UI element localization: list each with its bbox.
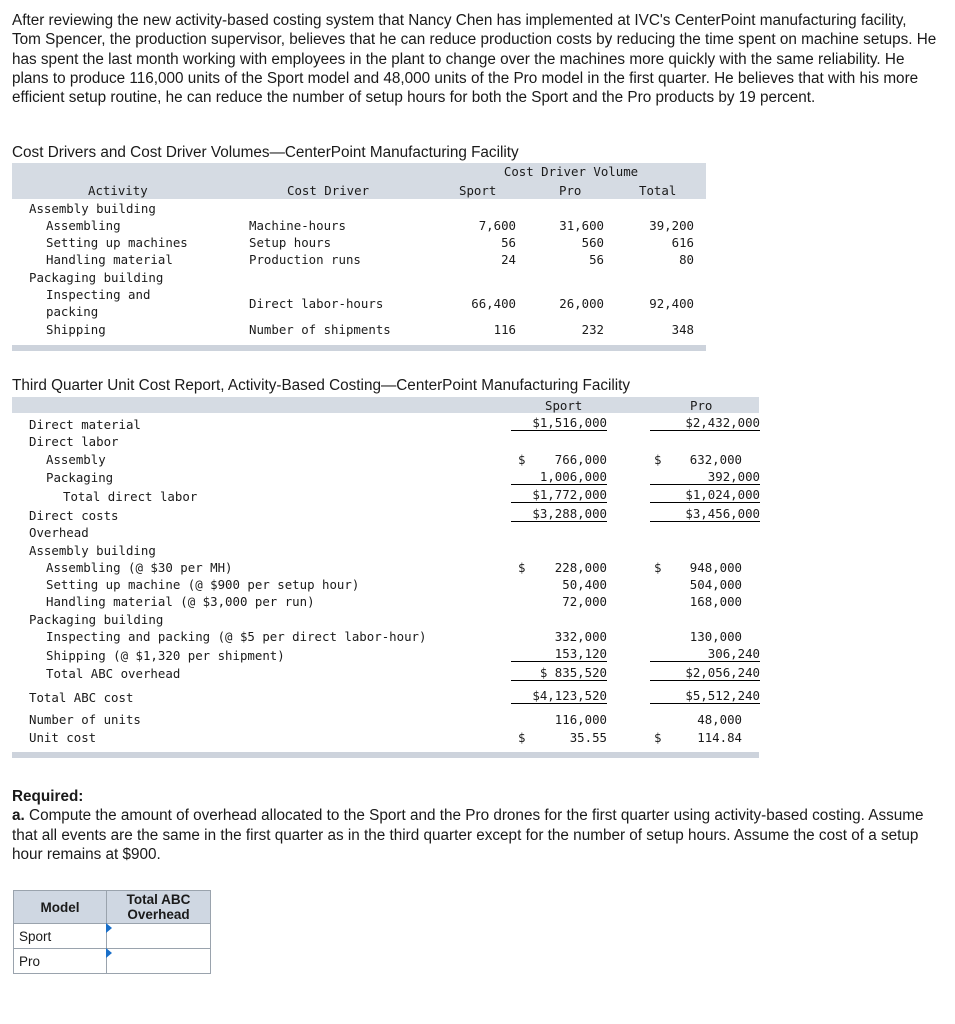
table1-col-driver: Cost Driver xyxy=(287,183,370,198)
shipping-sport: 153,120 xyxy=(511,646,607,662)
units-pro: 48,000 xyxy=(697,712,742,727)
units-label: Number of units xyxy=(29,712,141,727)
table1-row-total: 39,200 xyxy=(649,218,694,233)
required-heading: Required: xyxy=(12,788,84,805)
packaging-pro: 392,000 xyxy=(650,469,760,485)
handling-label: Handling material (@ $3,000 per run) xyxy=(46,594,315,609)
assembling-pro-sign: $ xyxy=(654,560,662,575)
direct-material-sport: $1,516,000 xyxy=(511,415,607,431)
inspecting-sport: 332,000 xyxy=(554,629,607,644)
inspecting-label: Inspecting and packing (@ $5 per direct labor-hour) xyxy=(46,629,427,644)
answer-col-overhead-line1: Total ABC xyxy=(126,892,191,907)
table2-header-band xyxy=(12,397,759,413)
table1-row-sport: 7,600 xyxy=(478,218,516,233)
assembly-label: Assembly xyxy=(46,452,106,467)
answer-col-overhead xyxy=(107,891,211,924)
shipping-pro: 306,240 xyxy=(650,646,760,662)
table1-row-pro: 232 xyxy=(581,322,604,337)
answer-table xyxy=(13,890,211,974)
packaging-sport: 1,006,000 xyxy=(511,469,607,485)
assembly-sport: 766,000 xyxy=(554,452,607,467)
total-direct-labor-pro: $1,024,000 xyxy=(650,487,760,503)
units-sport: 116,000 xyxy=(554,712,607,727)
overhead-label: Overhead xyxy=(29,525,89,540)
table1-row-activity: Assembling xyxy=(46,218,121,233)
answer-col-overhead-line2: Overhead xyxy=(127,907,190,922)
table2-col-pro: Pro xyxy=(690,398,713,413)
table1-bottom-bar xyxy=(12,345,706,351)
table1-row-total: 92,400 xyxy=(649,296,694,311)
table1-group-header: Cost Driver Volume xyxy=(503,164,639,179)
direct-costs-label: Direct costs xyxy=(29,508,119,523)
assembly-sport-sign: $ xyxy=(518,452,526,467)
total-abc-overhead-sport: $ 835,520 xyxy=(511,665,607,681)
assembly-pro-sign: $ xyxy=(654,452,662,467)
pro-overhead-input[interactable] xyxy=(107,949,211,974)
table1-row-activity: Shipping xyxy=(46,322,106,337)
setting-up-pro: 504,000 xyxy=(689,577,742,592)
table1-row-pro: 31,600 xyxy=(559,218,604,233)
table1-row-activity: Handling material xyxy=(46,252,173,267)
table1-col-total: Total xyxy=(639,183,677,198)
total-abc-cost-sport: $4,123,520 xyxy=(511,688,607,704)
table1-row-sport: 66,400 xyxy=(471,296,516,311)
table2-assembly-building: Assembly building xyxy=(29,543,156,558)
unit-cost-pro: 114.84 xyxy=(697,730,742,745)
unit-cost-sport-sign: $ xyxy=(518,730,526,745)
inspecting-pro: 130,000 xyxy=(689,629,742,644)
table2-bottom-bar xyxy=(12,752,759,758)
total-direct-labor-label: Total direct labor xyxy=(63,489,198,504)
answer-col-model: Model xyxy=(14,891,107,924)
table1-row-pro: 560 xyxy=(581,235,604,250)
required-part-label: a. xyxy=(12,807,25,825)
assembling-sport: 228,000 xyxy=(554,560,607,575)
direct-material-label: Direct material xyxy=(29,417,141,432)
table1-row-driver: Setup hours xyxy=(249,235,332,250)
table1-row-pro: 56 xyxy=(589,252,604,267)
unit-cost-sport: 35.55 xyxy=(569,730,607,745)
packaging-label: Packaging xyxy=(46,470,114,485)
table2-col-sport: Sport xyxy=(545,398,583,413)
table1-row-driver: Number of shipments xyxy=(249,322,391,337)
shipping-label: Shipping (@ $1,320 per shipment) xyxy=(46,648,285,663)
direct-costs-pro: $3,456,000 xyxy=(650,506,760,522)
table1-row-sport: 24 xyxy=(501,252,516,267)
direct-labor-label: Direct labor xyxy=(29,434,119,449)
total-abc-overhead-label: Total ABC overhead xyxy=(46,666,181,681)
table1-row-total: 348 xyxy=(671,322,694,337)
table1-col-pro: Pro xyxy=(559,183,582,198)
assembling-pro: 948,000 xyxy=(689,560,742,575)
table1-row-total: 616 xyxy=(671,235,694,250)
table1-row-total: 80 xyxy=(679,252,694,267)
answer-row-model: Sport xyxy=(14,924,107,949)
handling-pro: 168,000 xyxy=(689,594,742,609)
table2-title: Third Quarter Unit Cost Report, Activity-Based Costing—CenterPoint Manufacturing Facility xyxy=(12,377,631,394)
setting-up-label: Setting up machine (@ $900 per setup hour) xyxy=(46,577,360,592)
total-direct-labor-sport: $1,772,000 xyxy=(511,487,607,503)
table1-row-driver: Machine-hours xyxy=(249,218,346,233)
direct-material-pro: $2,432,000 xyxy=(650,415,760,431)
required-section xyxy=(12,787,937,864)
intro-paragraph: After reviewing the new activity-based costing system that Nancy Chen has implemented at IVC's CenterPoint manufacturing facility, Tom Spencer, the production supervisor, believes that he can reduce production costs by reducing the time spent on machine setups. He has spent the last month working with employees in the plant to change over the machines more quickly with the same reliability. He plans to produce 116,000 units of the Sport model and 48,000 units of the Pro model in the first quarter. He believes that with his more efficient setup routine, he can reduce the number of setup hours for both the Sport and the Pro products by 19 percent. xyxy=(12,12,937,107)
total-abc-cost-pro: $5,512,240 xyxy=(650,688,760,704)
total-abc-cost-label: Total ABC cost xyxy=(29,690,134,705)
table1-title: Cost Drivers and Cost Driver Volumes—CenterPoint Manufacturing Facility xyxy=(12,144,519,161)
table1-row-sport: 116 xyxy=(493,322,516,337)
assembling-label: Assembling (@ $30 per MH) xyxy=(46,560,233,575)
sport-overhead-input[interactable] xyxy=(107,924,211,949)
total-abc-overhead-pro: $2,056,240 xyxy=(650,665,760,681)
answer-row-model: Pro xyxy=(14,949,107,974)
setting-up-sport: 50,400 xyxy=(562,577,607,592)
table1-row-pro: 26,000 xyxy=(559,296,604,311)
table1-row-driver: Production runs xyxy=(249,252,361,267)
direct-costs-sport: $3,288,000 xyxy=(511,506,607,522)
table2-packaging-building: Packaging building xyxy=(29,612,164,627)
assembling-sport-sign: $ xyxy=(518,560,526,575)
table1-row-sport: 56 xyxy=(501,235,516,250)
table1-col-sport: Sport xyxy=(459,183,497,198)
table1-col-activity: Activity xyxy=(88,183,148,198)
table1-row-activity-line1: Inspecting and xyxy=(46,287,151,302)
table1-row-activity-line2: packing xyxy=(46,304,99,319)
handling-sport: 72,000 xyxy=(562,594,607,609)
table1-packaging-building: Packaging building xyxy=(29,270,164,285)
unit-cost-pro-sign: $ xyxy=(654,730,662,745)
required-part-text: Compute the amount of overhead allocated to the Sport and the Pro drones for the first quarter using activity-based costing. Assume that all events are the same in the first quarter as in the third quarter except for the number of setup hours. Assume the cost of a setup hour remains at $900. xyxy=(12,807,924,863)
table1-assembly-building: Assembly building xyxy=(29,201,156,216)
unit-cost-label: Unit cost xyxy=(29,730,97,745)
table1-row-activity: Setting up machines xyxy=(46,235,188,250)
table1-row-driver: Direct labor-hours xyxy=(249,296,384,311)
assembly-pro: 632,000 xyxy=(689,452,742,467)
